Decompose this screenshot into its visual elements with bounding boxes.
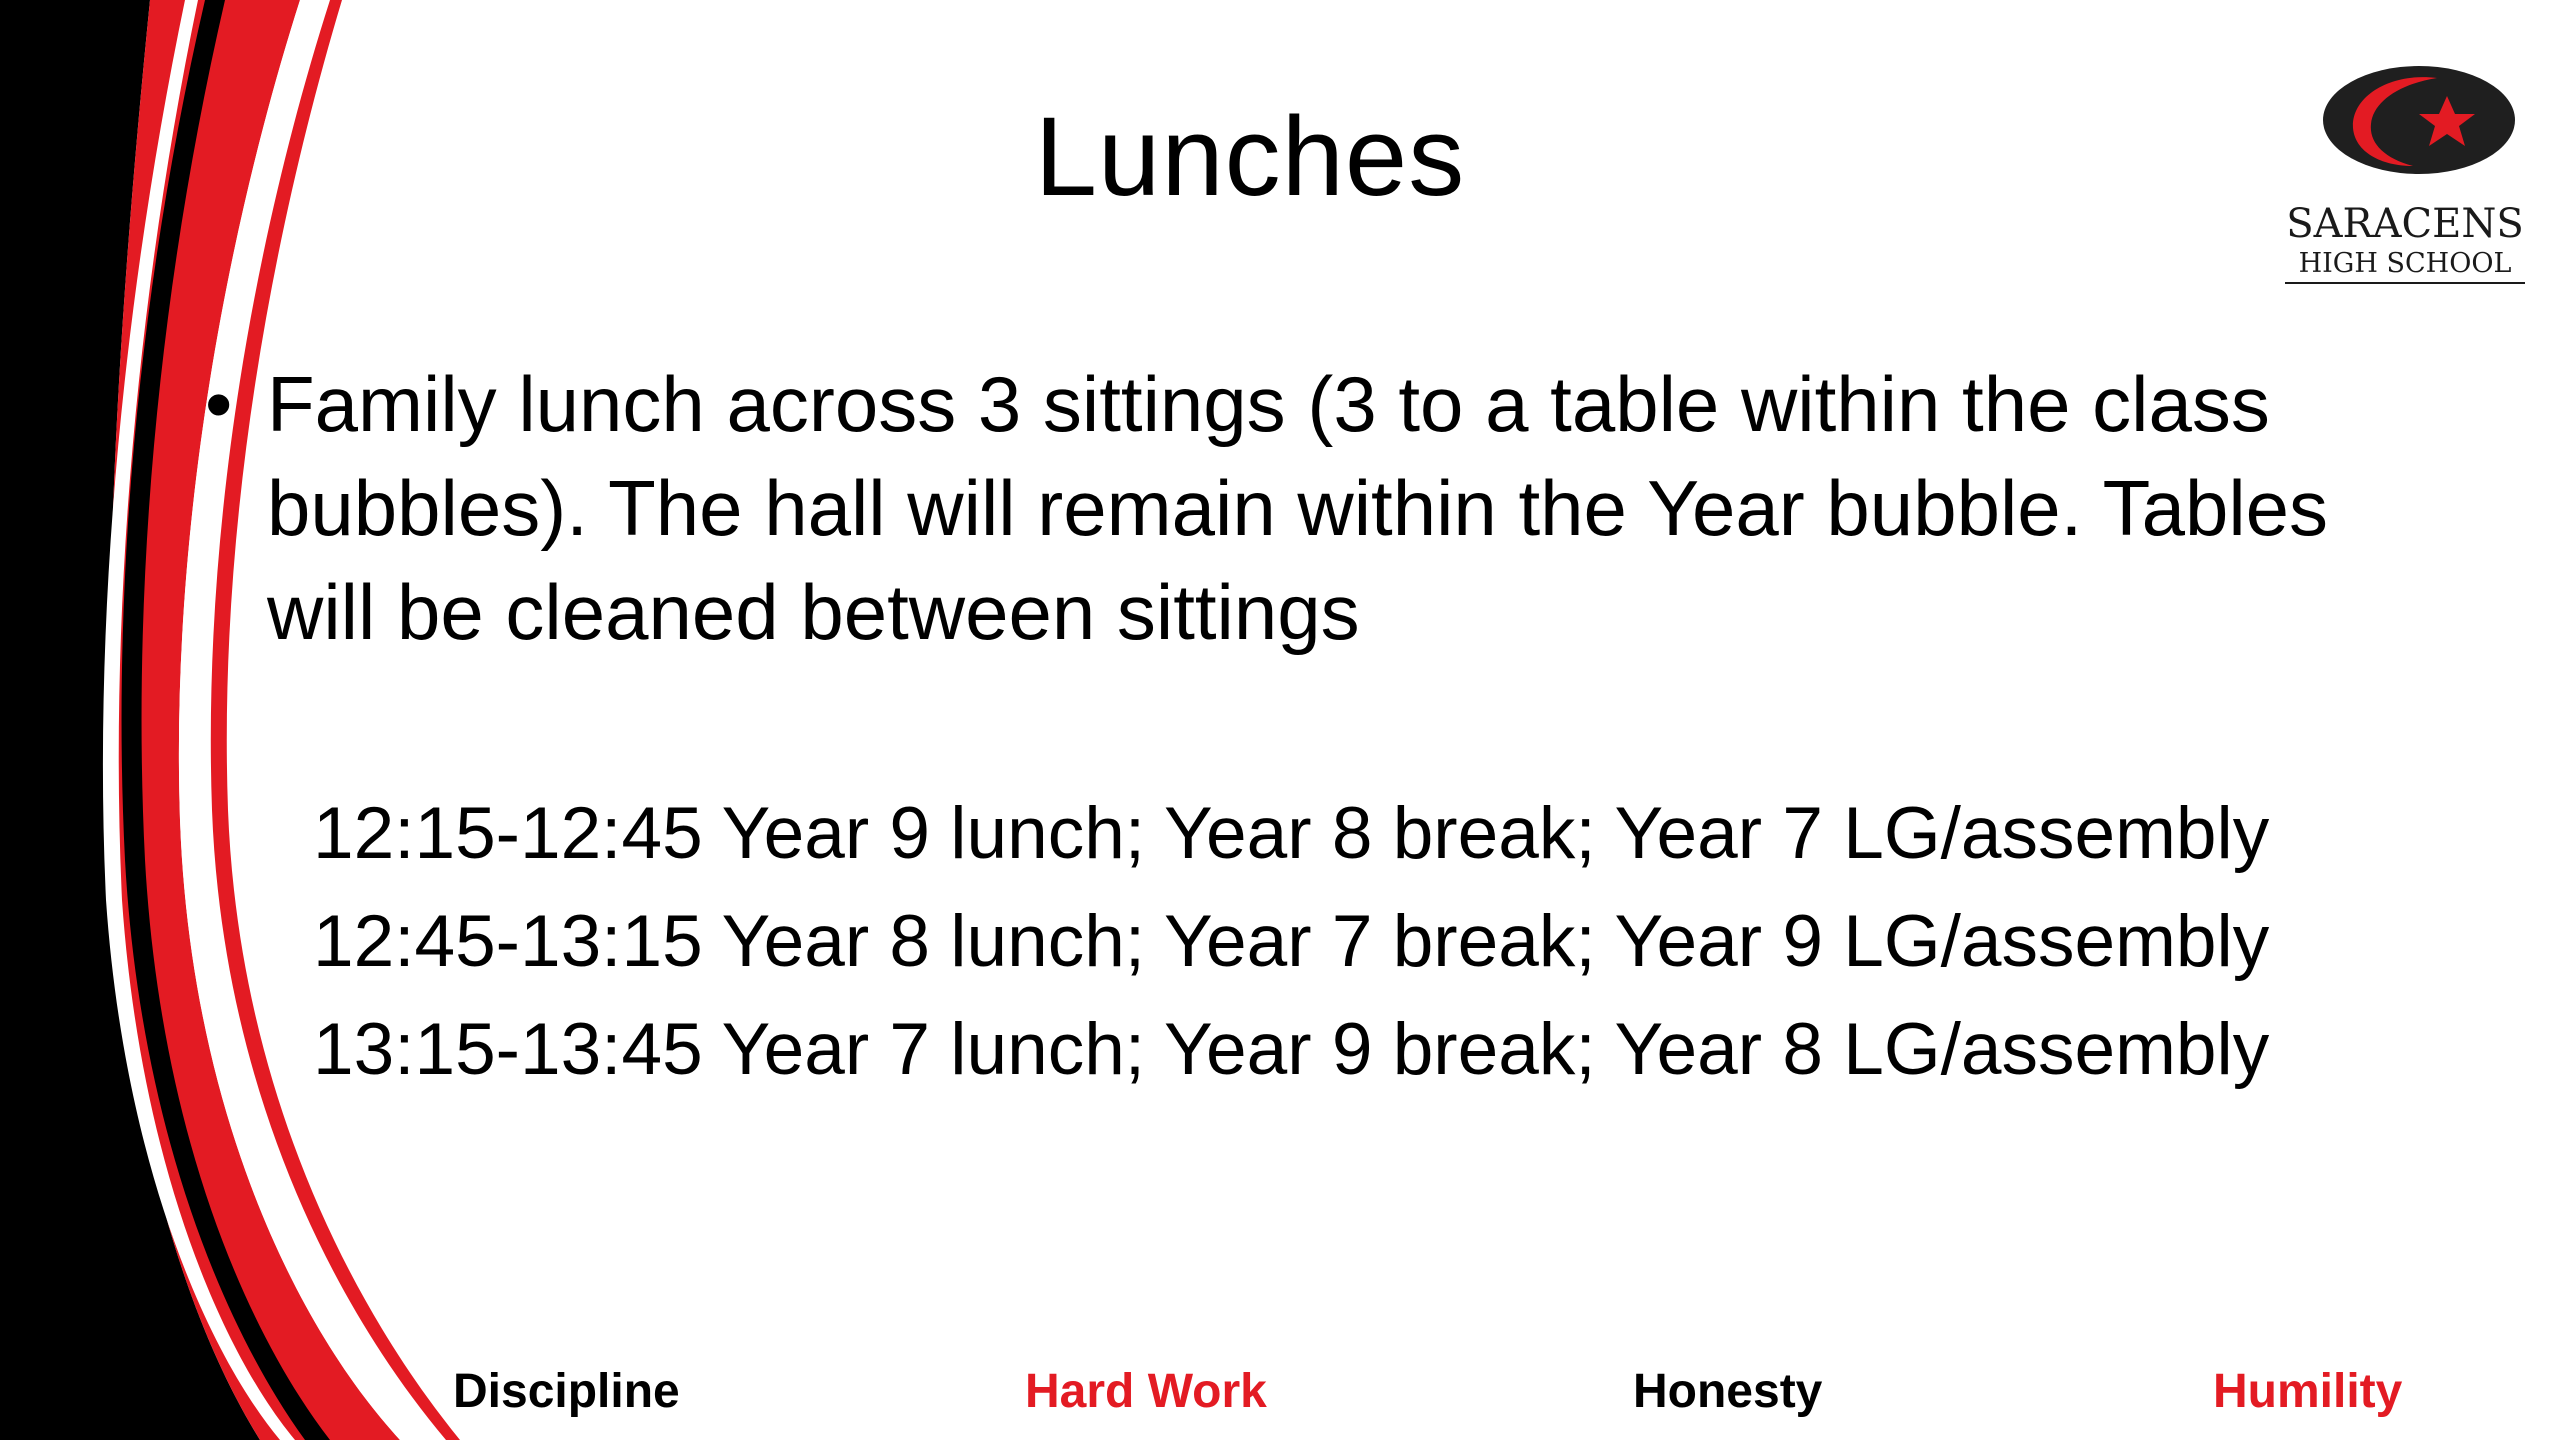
school-logo	[2285, 62, 2525, 302]
schedule-line: 12:45-13:15 Year 8 lunch; Year 7 break; Year 9 LG/assembly	[313, 901, 2270, 982]
schedule-line: 12:15-12:45 Year 9 lunch; Year 8 break; Year 7 LG/assembly	[313, 793, 2270, 874]
schedule-line: 13:15-13:45 Year 7 lunch; Year 9 break; Year 8 LG/assembly	[313, 1009, 2270, 1090]
bullet-text: Family lunch across 3 sittings (3 to a table within the class bubbles). The hall will remain within the Year bubble. Tables will be cleaned between sittings	[267, 360, 2329, 656]
footer-value-discipline: Discipline	[453, 1365, 680, 1418]
bullet-point-icon: •	[205, 360, 233, 448]
footer-value-honesty: Honesty	[1633, 1365, 1823, 1418]
slide-title: Lunches	[1034, 94, 1466, 219]
logo-school-name: SARACENS	[2286, 201, 2524, 247]
lunch-schedule	[313, 780, 2413, 1104]
footer-value-humility: Humility	[2213, 1365, 2403, 1418]
footer-value-hard-work: Hard Work	[1025, 1365, 1267, 1418]
logo-school-subtitle: HIGH SCHOOL	[2285, 248, 2525, 284]
saracens-emblem-icon	[2319, 62, 2519, 182]
bullet-item	[205, 352, 2355, 664]
